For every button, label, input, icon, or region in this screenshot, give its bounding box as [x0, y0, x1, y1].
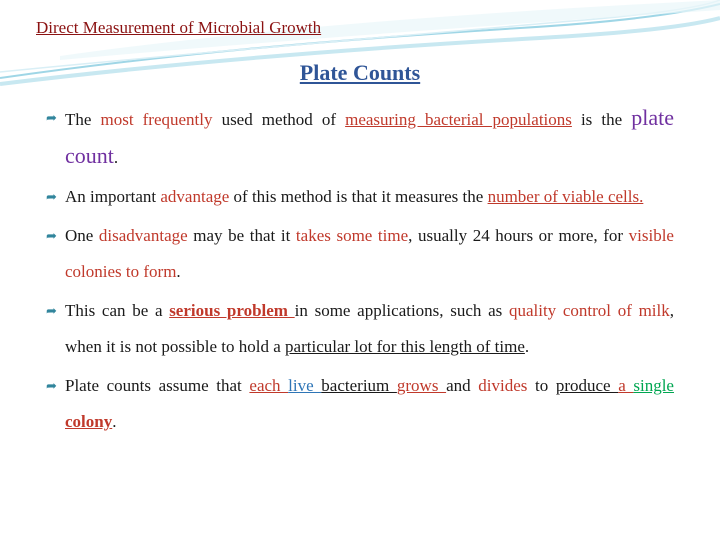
text: in some applications, such as: [294, 301, 509, 320]
section-heading: Plate Counts: [299, 60, 421, 85]
text: , when it is not possible to hold a: [65, 301, 675, 356]
text: An important: [65, 187, 161, 206]
text: The: [65, 110, 101, 129]
emphasis-text: live: [288, 376, 322, 395]
underlined-text: produce: [555, 376, 619, 395]
curved-arrow-icon: ➦: [46, 378, 57, 393]
bullet-item: [46, 100, 674, 176]
bullet-item: [46, 293, 674, 365]
bullet-item: [46, 218, 674, 290]
slide-title: Direct Measurement of Microbial Growth: [36, 18, 322, 37]
bullet-item: [46, 179, 674, 215]
curved-arrow-icon: ➦: [46, 110, 57, 125]
emphasis-text: each: [249, 376, 289, 395]
emphasis-text: disadvantage: [98, 226, 188, 245]
bullet-item: [46, 368, 674, 440]
curved-arrow-icon: ➦: [46, 303, 57, 318]
emphasis-text: visible colonies to form: [65, 226, 674, 281]
text: .: [524, 337, 530, 356]
emphasis-text: advantage: [160, 187, 230, 206]
text: and: [446, 376, 479, 395]
emphasis-text: quality control of milk: [508, 301, 670, 320]
text: used method of: [212, 110, 346, 129]
key-term: plate count: [65, 105, 674, 168]
curved-arrow-icon: ➦: [46, 189, 57, 204]
emphasis-text: serious problem: [169, 301, 295, 320]
text: may be that it: [187, 226, 296, 245]
underlined-text: bacterium: [321, 376, 397, 395]
emphasis-text: grows: [396, 376, 447, 395]
text: One: [65, 226, 99, 245]
text: is the: [571, 110, 632, 129]
emphasis-text: colony: [65, 412, 113, 431]
bullet-list: [46, 100, 674, 443]
emphasis-text: measuring bacterial populations: [345, 110, 572, 129]
emphasis-text: single: [633, 376, 674, 395]
text: .: [112, 412, 117, 431]
emphasis-text: divides: [478, 376, 528, 395]
text: Plate counts assume that: [65, 376, 250, 395]
emphasis-text: takes some time: [295, 226, 409, 245]
underlined-text: particular lot for this length of time: [285, 337, 525, 356]
text: of this method is that it measures the: [229, 187, 488, 206]
emphasis-text: most frequently: [100, 110, 213, 129]
emphasis-text: number of viable cells.: [487, 187, 644, 206]
text: .: [113, 148, 119, 167]
emphasis-text: a: [618, 376, 634, 395]
text: to: [527, 376, 556, 395]
text: This can be a: [65, 301, 170, 320]
text: , usually 24 hours or more, for: [408, 226, 629, 245]
curved-arrow-icon: ➦: [46, 228, 57, 243]
text: .: [176, 262, 181, 281]
